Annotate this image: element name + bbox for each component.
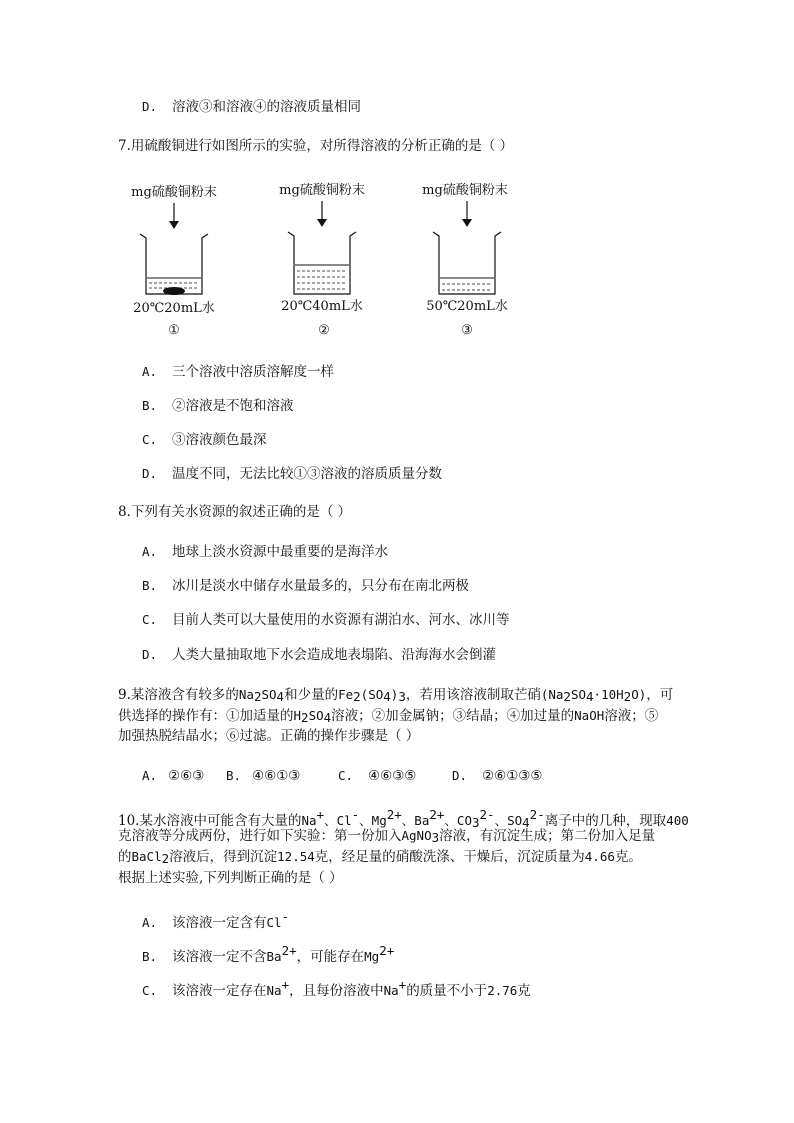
q9-stem-line-2: 供选择的操作有：①加适量的$H_2SO_4$溶液；②加金属钠；③结晶；④加过量的NaOH溶液；⑤ (118, 708, 659, 725)
q9-option-d-letter: D. (452, 768, 468, 783)
q10-stem-line-3: 的BaCl$_2$溶液后，得到沉淀12.54克，经足量的硝酸洗涤、干燥后，沉淀质量为4.66克。 (118, 849, 642, 866)
q9-option-a-letter: A. (142, 768, 158, 783)
q7-stem: 7.用硫酸铜进行如图所示的实验，对所得溶液的分析正确的是（ ） (118, 138, 514, 154)
q8-option-a: A. 地球上淡水资源中最重要的是海洋水 (142, 544, 388, 560)
beaker-1-bottom-label: 20℃20mL水 (133, 301, 215, 316)
beaker-3-outline (433, 232, 501, 294)
q10-option-a: A. 该溶液一定含有Cl- (142, 909, 290, 931)
beaker-2-outline (288, 232, 356, 294)
q8-option-b: B. 冰川是淡水中储存水量最多的，只分布在南北两极 (142, 578, 469, 594)
q9-stem-line-1: 9.某溶液含有较多的$Na_2SO_4$和少量的$Fe_2(SO_4)_3$，若用该溶液制取芒硝$(Na_2SO_4\cdot 10H_2O)$，可 (118, 687, 674, 704)
q9-options (142, 766, 543, 786)
q9-option-c-text: ④⑥③⑤ (368, 768, 417, 784)
q10-stem-line-2: 克溶液等分成两份，进行如下实验：第一份加入AgNO$_3$溶液，有沉淀生成；第二份加入足量 (118, 828, 656, 845)
beaker-1-arrow-head (169, 221, 179, 229)
beaker-2-number: ② (318, 323, 330, 338)
beaker-1-top-label: mg硫酸铜粉末 (131, 185, 217, 200)
q7-beaker-figure (118, 176, 538, 346)
q7-option-b: B. ②溶液是不饱和溶液 (142, 398, 294, 414)
q6-option-d: D. 溶液③和溶液④的溶液质量相同 (142, 99, 361, 115)
q9-option-a-text: ②⑥③ (168, 768, 205, 784)
q9-option-d-text: ②⑥①③⑤ (482, 768, 543, 784)
beaker-1-sediment (163, 287, 185, 295)
beaker-3 (422, 182, 508, 338)
beaker-1-outline (140, 234, 208, 294)
q9-option-b-text: ④⑥①③ (252, 768, 301, 784)
q8-stem: 8.下列有关水资源的叙述正确的是（ ） (118, 504, 352, 520)
q7-option-c: C. ③溶液颜色最深 (142, 432, 267, 448)
beaker-2-arrow-head (317, 219, 327, 227)
q9-option-c-letter: C. (338, 768, 354, 783)
q10-stem-line-1: 10.某水溶液中可能含有大量的Na+、Cl-、$Mg^{2+}$、$Ba^{2+}$、$CO_3^{2-}$、$SO_4^{2-}$离子中的几种，现取400 (118, 807, 689, 830)
beaker-3-top-label: mg硫酸铜粉末 (422, 183, 508, 198)
q8-option-c: C. 目前人类可以大量使用的水资源有湖泊水、河水、冰川等 (142, 612, 510, 628)
q7-option-d: D. 温度不同，无法比较①③溶液的溶质质量分数 (142, 466, 442, 482)
q8-option-d: D. 人类大量抽取地下水会造成地表塌陷、沿海海水会倒灌 (142, 647, 496, 663)
beaker-1-number: ① (168, 323, 180, 338)
beaker-3-arrow-head (462, 219, 472, 227)
beaker-1 (131, 184, 217, 338)
q9-option-b-letter: B. (226, 768, 242, 783)
beaker-2-top-label: mg硫酸铜粉末 (279, 183, 365, 198)
q10-option-c: C. 该溶液一定存在Na+，且每份溶液中Na+的质量不小于2.76克 (142, 977, 531, 999)
beaker-3-bottom-label: 50℃20mL水 (426, 299, 508, 314)
beaker-2 (279, 182, 365, 338)
beaker-3-number: ③ (461, 323, 473, 338)
q10-stem-line-4: 根据上述实验,下列判断正确的是（ ） (118, 870, 343, 886)
q9-stem-line-3: 加强热脱结晶水；⑥过滤。正确的操作步骤是（ ） (118, 728, 420, 744)
q7-option-a: A. 三个溶液中溶质溶解度一样 (142, 364, 334, 380)
beaker-2-bottom-label: 20℃40mL水 (281, 299, 363, 314)
q10-option-b: B. 该溶液一定不含$Ba^{2+}$，可能存在$Mg^{2+}$ (142, 943, 395, 965)
